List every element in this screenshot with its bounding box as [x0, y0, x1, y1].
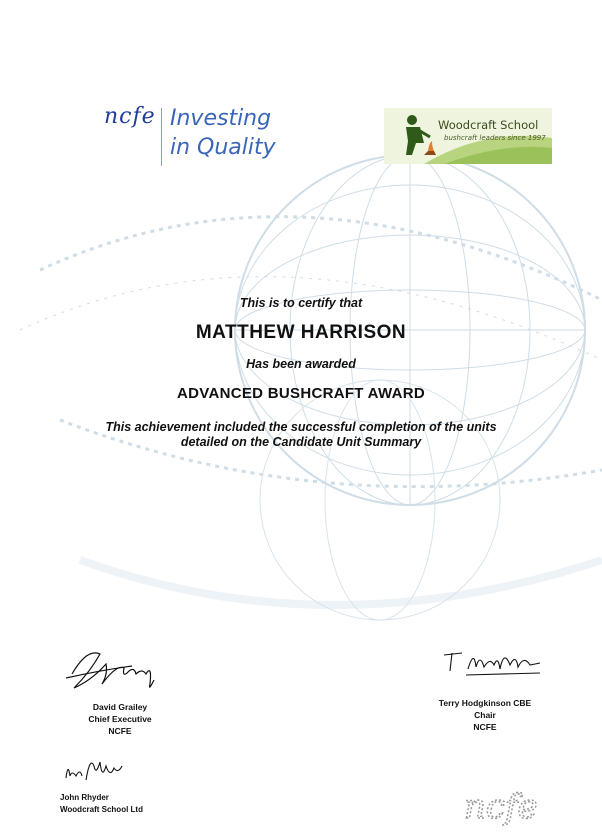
achievement-text [0, 420, 602, 450]
woodcraft-tagline: bushcraft leaders since 1997 [444, 134, 546, 142]
woodcraft-school-logo [384, 108, 552, 164]
signatory-org: NCFE [473, 722, 497, 732]
signatory-name: David Grailey [92, 702, 148, 712]
signatory-org: Woodcraft School Ltd [60, 805, 143, 814]
recipient-name: MATTHEW HARRISON [195, 322, 407, 343]
ncfe-tagline-line2: in Quality [170, 135, 276, 160]
signatory-org: NCFE [108, 726, 132, 736]
signature-john-rhyder [60, 752, 130, 786]
signatory-name: John Rhyder [60, 793, 109, 802]
achievement-line-1: This achievement included the successful completion of the units [105, 420, 497, 434]
achievement-line-2: detailed on the Candidate Unit Summary [180, 435, 422, 449]
signatory-john-rhyder [60, 792, 143, 816]
ncfe-logo-divider [161, 108, 162, 166]
handwritten-signature [440, 645, 550, 685]
ncfe-stamp-logo [456, 780, 546, 830]
signature-terry-hodgkinson [440, 645, 550, 685]
award-title: ADVANCED BUSHCRAFT AWARD [176, 385, 426, 402]
ncfe-wordmark: ncfe [104, 104, 156, 129]
campfire-figure-icon [398, 111, 438, 161]
handwritten-signature [60, 752, 130, 786]
ncfe-stamp-text: ncfe [464, 787, 538, 827]
signature-david-grailey [62, 644, 162, 696]
handwritten-signature [62, 644, 162, 696]
signatory-name: Terry Hodgkinson CBE [438, 698, 532, 708]
awarded-line: Has been awarded [246, 357, 356, 371]
signatory-role: Chair [474, 710, 496, 720]
ncfe-logo [104, 104, 294, 168]
woodcraft-name: Woodcraft School [438, 118, 539, 132]
certify-line: This is to certify that [239, 296, 363, 310]
ncfe-tagline [170, 104, 276, 162]
ncfe-tagline-line1: Investing [170, 106, 272, 131]
signatory-david-grailey [60, 701, 180, 737]
signatory-role: Chief Executive [88, 714, 152, 724]
signatory-terry-hodgkinson [420, 697, 550, 733]
